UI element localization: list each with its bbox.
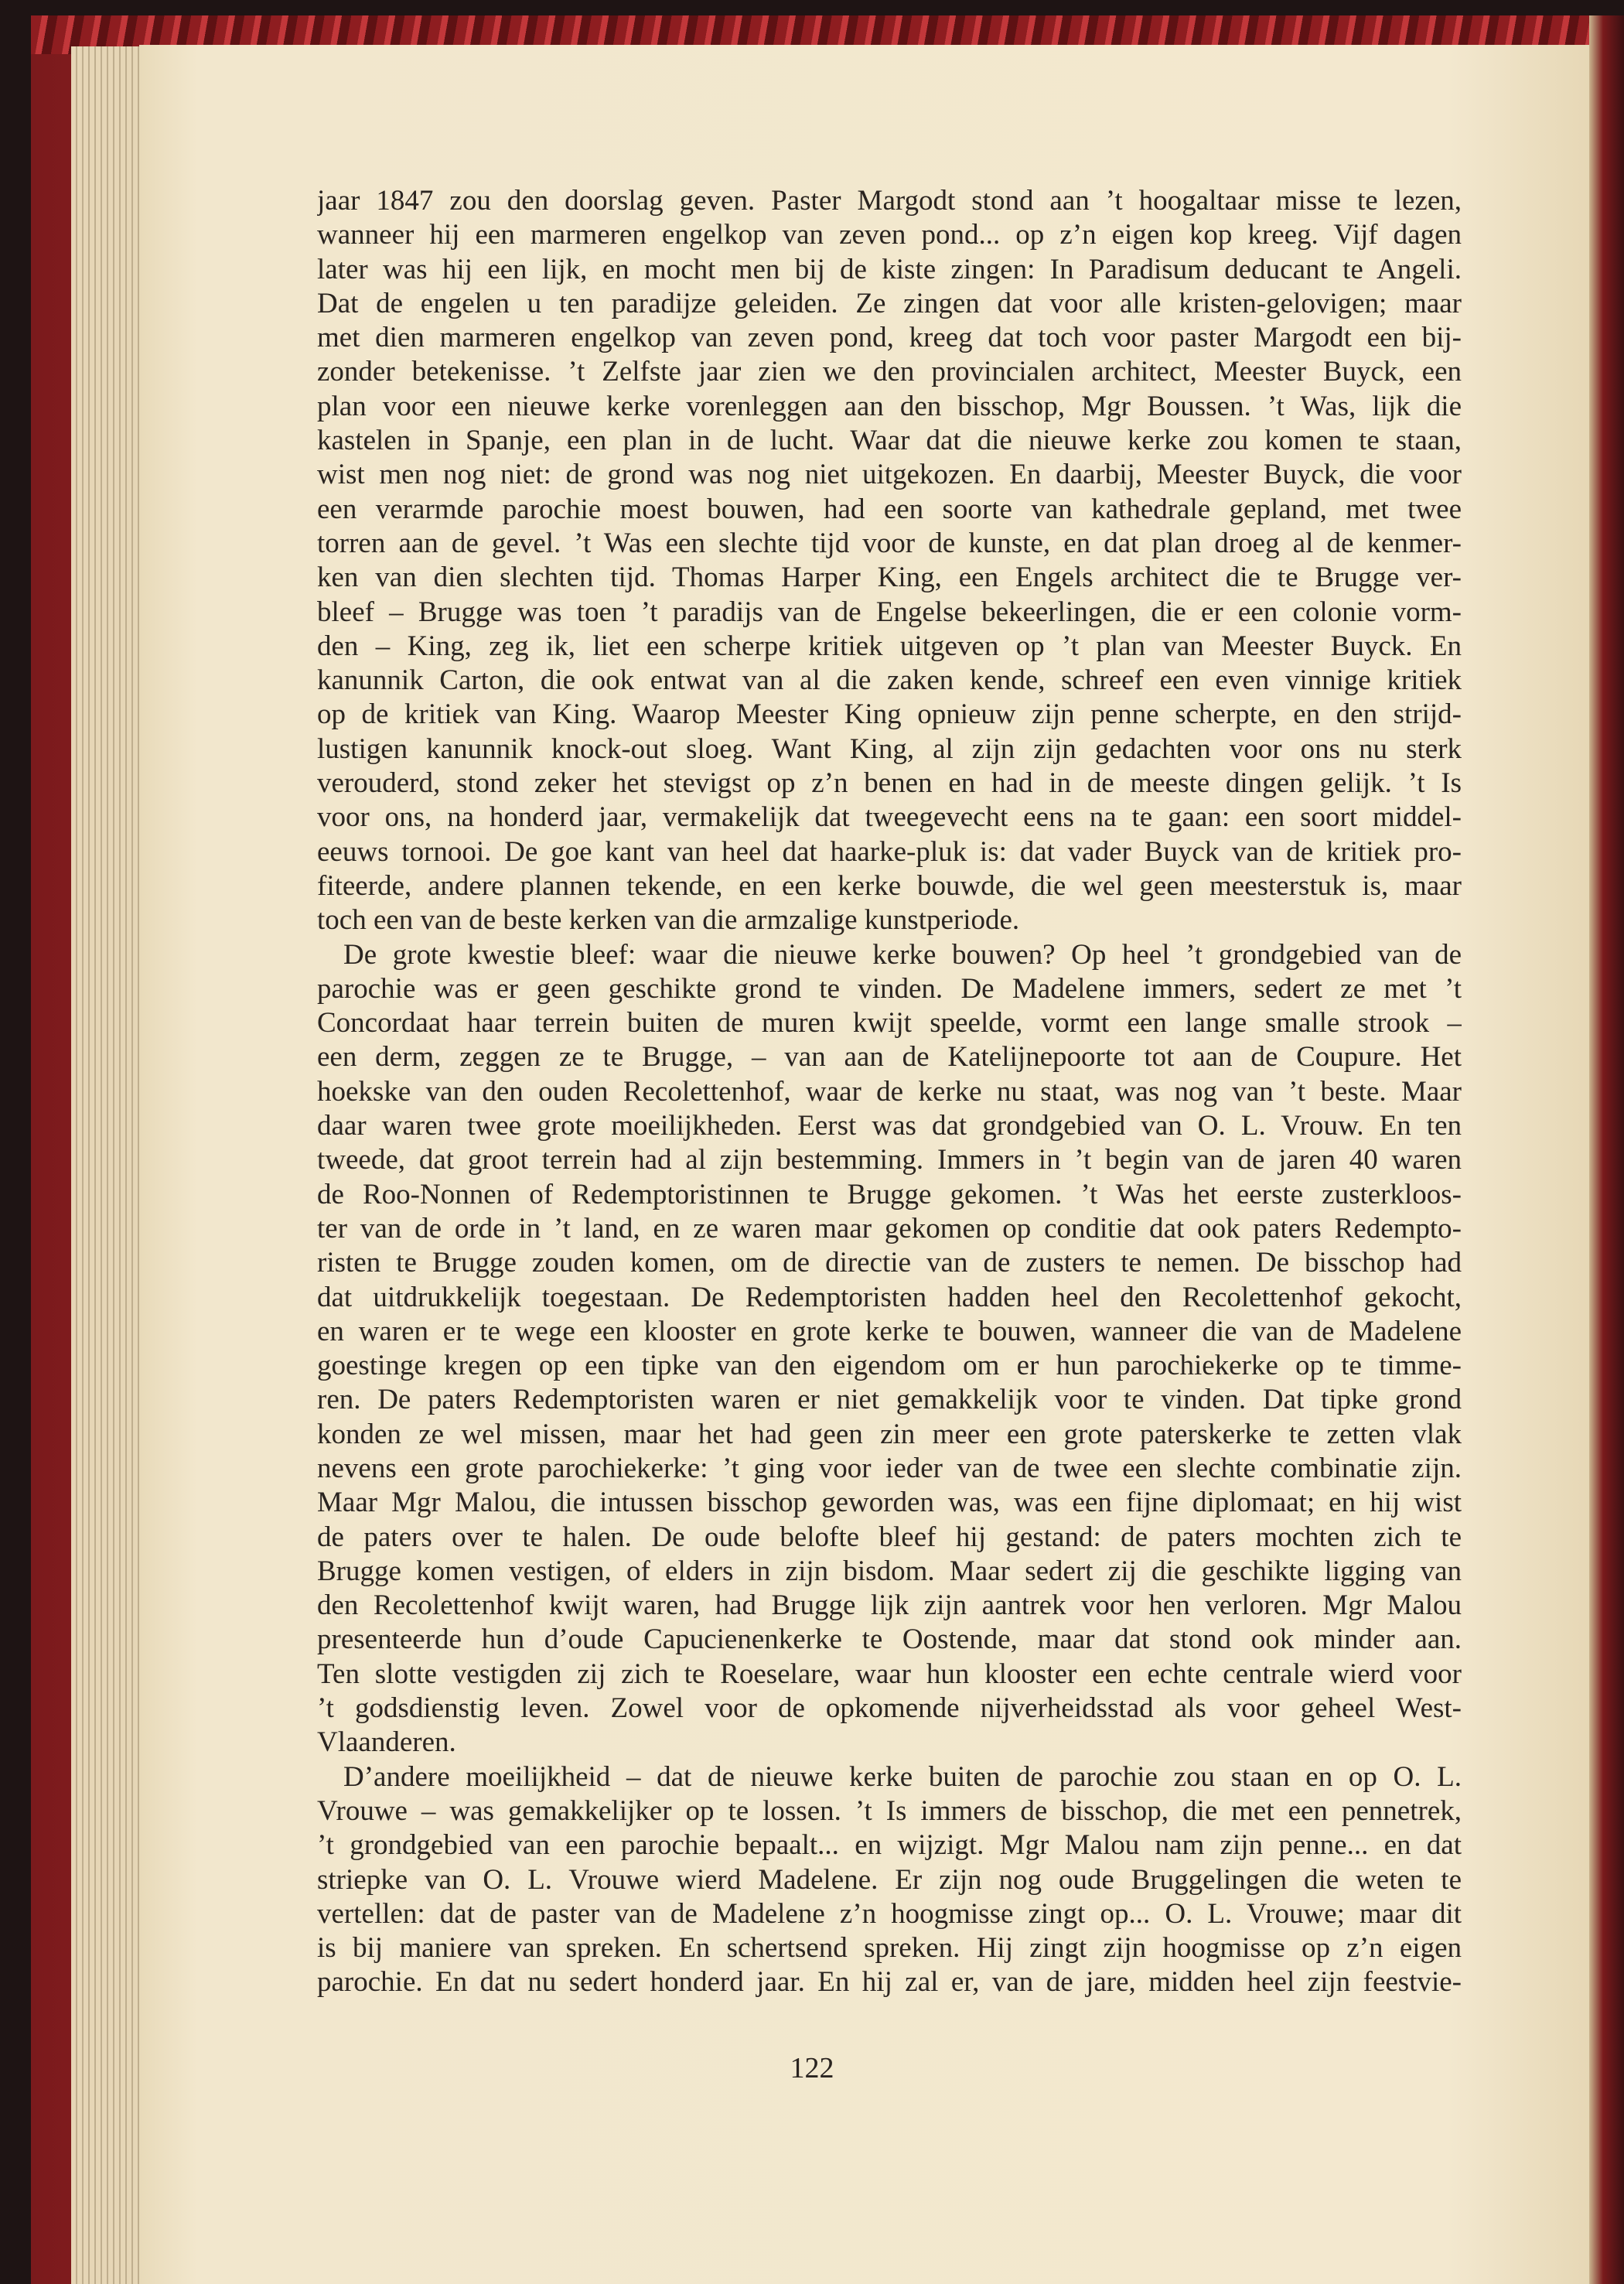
- text-line: lustigen kanunnik knock-out sloeg. Want King, al zijn zijn gedachten voor ons nu sterk: [317, 732, 1462, 765]
- paragraph: [317, 184, 1462, 938]
- text-line: Vlaanderen.: [317, 1726, 456, 1759]
- text-line: wist men nog niet: de grond was nog niet uitgekozen. En daarbij, Meester Buyck, die voor: [317, 459, 1462, 491]
- text-line: op de kritiek van King. Waarop Meester King opnieuw zijn penne scherpte, en den strijd-: [317, 698, 1462, 731]
- text-line: den – King, zeg ik, liet een scherpe kritiek uitgeven op ’t plan van Meester Buyck. En: [317, 630, 1462, 662]
- text-line: verouderd, stond zeker het stevigst op z’n benen en had in de meeste dingen gelijk. ’t Is: [317, 767, 1462, 800]
- text-line: fiteerde, andere plannen tekende, en een kerke bouwde, die wel geen meesterstuk is, maar: [317, 869, 1462, 902]
- text-line: konden ze wel missen, maar het had geen zin meer een grote paterskerke te zetten vlak: [317, 1418, 1462, 1450]
- text-line: kastelen in Spanje, een plan in de lucht. Waar dat die nieuwe kerke zou komen te staan,: [317, 425, 1462, 457]
- text-line: ’t godsdienstig leven. Zowel voor de opkomende nijverheidsstad als voor geheel West-: [317, 1692, 1462, 1725]
- text-line: Vrouwe – was gemakkelijker op te lossen. ’t Is immers de bisschop, die met een pennetrek,: [317, 1794, 1462, 1827]
- text-line: risten te Brugge zouden komen, om de directie van de zusters te nemen. De bisschop had: [317, 1247, 1462, 1279]
- text-line: Maar Mgr Malou, die intussen bisschop geworden was, was een fijne diplomaat; en hij wist: [317, 1487, 1462, 1519]
- text-line: wanneer hij een marmeren engelkop van zeven pond... op z’n eigen kop kreeg. Vijf dagen: [317, 219, 1462, 251]
- paragraph: [317, 1760, 1462, 2000]
- text-line: de paters over te halen. De oude belofte bleef hij gestand: de paters mochten zich te: [317, 1521, 1462, 1553]
- text-line: dat uitdrukkelijk toegestaan. De Redemptoristen hadden heel den Recolettenhof gekocht,: [317, 1281, 1462, 1313]
- text-line: een verarmde parochie moest bouwen, had een soorte van kathedrale gepland, met twee: [317, 493, 1462, 525]
- text-line: toch een van de beste kerken van die armzalige kunstperiode.: [317, 904, 1020, 937]
- text-line: Brugge komen vestigen, of elders in zijn bisdom. Maar sedert zij die geschikte ligging van: [317, 1555, 1462, 1587]
- text-line: striepke van O. L. Vrouwe wierd Madelene. Er zijn nog oude Bruggelingen die weten te: [317, 1863, 1462, 1896]
- text-line: kanunnik Carton, die ook entwat van al die zaken kende, schreef een even vinnige kritiek: [317, 664, 1462, 697]
- body-text: [317, 184, 1462, 2000]
- paragraph: [317, 938, 1462, 1760]
- text-line: met dien marmeren engelkop van zeven pond, kreeg dat toch voor paster Margodt een bij-: [317, 322, 1462, 354]
- text-line: parochie was er geen geschikte grond te vinden. De Madelene immers, sedert ze met ’t: [317, 972, 1462, 1005]
- text-line: de Roo-Nonnen of Redemptoristinnen te Brugge gekomen. ’t Was het eerste zusterkloos-: [317, 1178, 1462, 1210]
- page-stack-edges: [71, 46, 148, 2284]
- text-line: een derm, zeggen ze te Brugge, – van aan de Katelijnepoorte tot aan de Coupure. Het: [317, 1041, 1462, 1074]
- text-line: en waren er te wege een klooster en grote kerke te bouwen, wanneer die van de Madelene: [317, 1315, 1462, 1347]
- text-line: De grote kwestie bleef: waar die nieuwe kerke bouwen? Op heel ’t grondgebied van de: [343, 938, 1462, 971]
- text-line: D’andere moeilijkheid – dat de nieuwe kerke buiten de parochie zou staan en op O. L.: [343, 1760, 1462, 1793]
- text-line: zonder betekenisse. ’t Zelfste jaar zien we den provincialen architect, Meester Buyck, een: [317, 356, 1462, 388]
- text-line: is bij maniere van spreken. En schertsend spreken. Hij zingt zijn hoogmisse op z’n eigen: [317, 1932, 1462, 1965]
- text-line: nevens een grote parochiekerke: ’t ging voor ieder van de twee een slechte combinatie zijn.: [317, 1452, 1462, 1484]
- text-line: vertellen: dat de paster van de Madelene z’n hoogmisse zingt op... O. L. Vrouwe; maar dit: [317, 1897, 1462, 1930]
- text-line: ’t grondgebied van een parochie bepaalt... en wijzigt. Mgr Malou nam zijn penne... en dat: [317, 1829, 1462, 1862]
- text-line: Ten slotte vestigden zij zich te Roeselare, waar hun klooster een echte centrale wierd voor: [317, 1658, 1462, 1690]
- text-line: Concordaat haar terrein buiten de muren kwijt speelde, vormt een lange smalle strook –: [317, 1007, 1462, 1040]
- text-line: hoekske van den ouden Recolettenhof, waar de kerke nu staat, was nog van ’t beste. Maar: [317, 1075, 1462, 1108]
- text-line: tweede, dat groot terrein had al zijn bestemming. Immers in ’t begin van de jaren 40 waren: [317, 1144, 1462, 1176]
- text-line: den Recolettenhof kwijt waren, had Brugge lijk zijn aantrek voor hen verloren. Mgr Malou: [317, 1589, 1462, 1622]
- text-line: jaar 1847 zou den doorslag geven. Paster Margodt stond aan ’t hoogaltaar misse te lezen,: [317, 185, 1462, 217]
- text-line: parochie. En dat nu sedert honderd jaar. En hij zal er, van de jare, midden heel zijn feestvie-: [317, 1966, 1462, 1999]
- book-spine-edge: [1589, 15, 1624, 2284]
- text-line: Dat de engelen u ten paradijze geleiden. Ze zingen dat voor alle kristen-gelovigen; maar: [317, 287, 1462, 319]
- text-line: torren aan de gevel. ’t Was een slechte tijd voor de kunste, en dat plan droeg al de kenmer-: [317, 527, 1462, 559]
- page-number: 122: [790, 2052, 834, 2084]
- text-line: later was hij een lijk, en mocht men bij de kiste zingen: In Paradisum deducant te Angeli.: [317, 253, 1462, 285]
- text-line: ter van de orde in ’t land, en ze waren maar gekomen op conditie dat ook paters Redempto-: [317, 1212, 1462, 1244]
- text-line: bleef – Brugge was toen ’t paradijs van de Engelse bekeerlingen, die er een colonie vorm-: [317, 596, 1462, 628]
- text-line: presenteerde hun d’oude Capucienenkerke te Oostende, maar dat stond ook minder aan.: [317, 1623, 1462, 1656]
- text-line: goestinge kregen op een tipke van den eigendom om er hun parochiekerke op te timme-: [317, 1350, 1462, 1382]
- text-line: ren. De paters Redemptoristen waren er niet gemakkelijk voor te vinden. Dat tipke grond: [317, 1384, 1462, 1416]
- text-line: eeuws tornooi. De goe kant van heel dat haarke-pluk is: dat vader Buyck van de kritiek pro-: [317, 835, 1462, 868]
- text-line: voor ons, na honderd jaar, vermakelijk dat tweegevecht eens na te gaan: een soort middel-: [317, 801, 1462, 834]
- text-line: daar waren twee grote moeilijkheden. Eerst was dat grondgebied van O. L. Vrouw. En ten: [317, 1110, 1462, 1142]
- text-line: ken van dien slechten tijd. Thomas Harper King, een Engels architect die te Brugge ver-: [317, 562, 1462, 594]
- text-line: plan voor een nieuwe kerke vorenleggen aan den bisschop, Mgr Boussen. ’t Was, lijk die: [317, 390, 1462, 422]
